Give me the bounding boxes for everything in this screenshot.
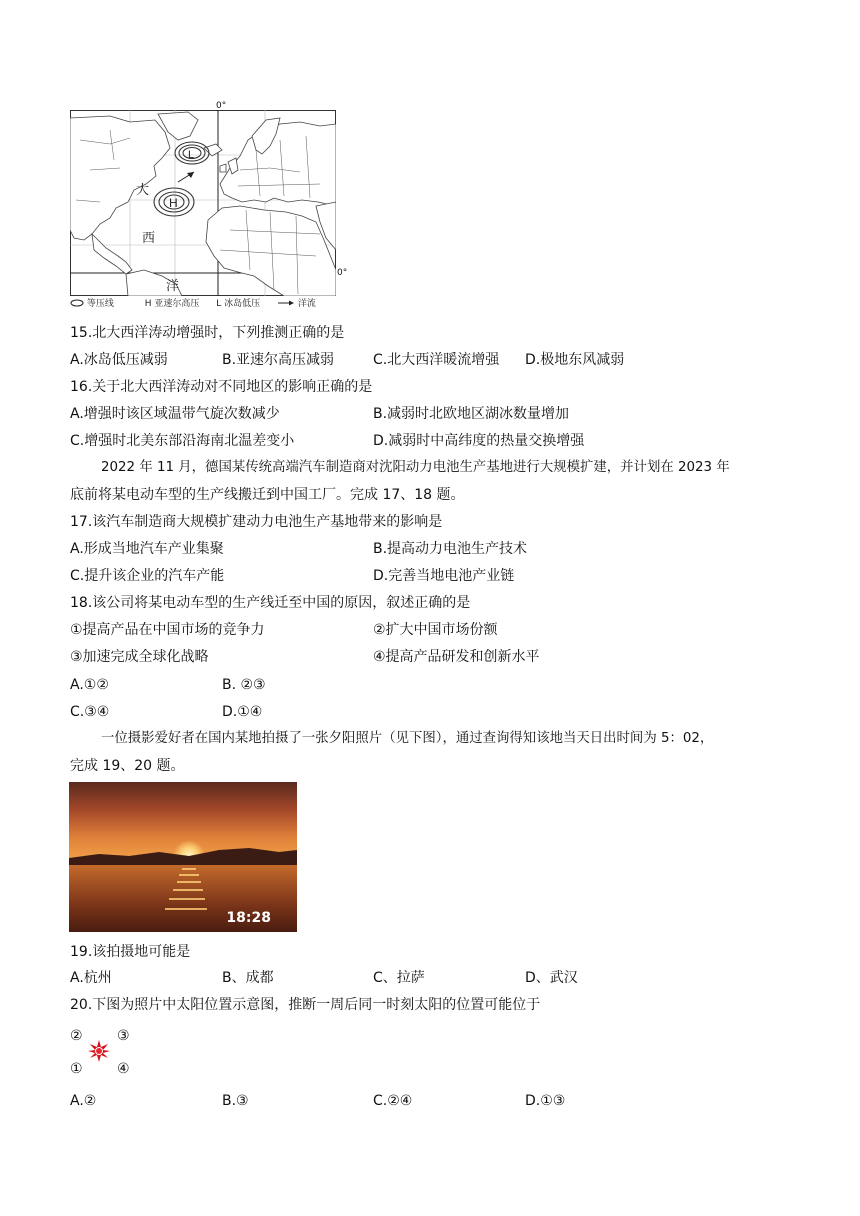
q16-stem: 16.关于北大西洋涛动对不同地区的影响正确的是 (70, 379, 373, 395)
photo-timestamp: 18:28 (226, 910, 271, 926)
isobar-icon (70, 299, 84, 307)
legend-isobar-text: 等压线 (86, 299, 114, 309)
sun-icon (88, 1040, 110, 1062)
passage2-line2: 完成 19、20 题。 (70, 758, 185, 774)
q20-option-b: B.③ (222, 1093, 249, 1109)
passage1-line1: 2022 年 11 月，德国某传统高端汽车制造商对沈阳动力电池生产基地进行大规模扩建，并计划在 2023 年 (101, 460, 730, 475)
q15-option-c: C.北大西洋暖流增强 (373, 352, 500, 368)
q19-option-d: D、武汉 (525, 970, 578, 986)
north-atlantic-map (70, 110, 336, 296)
q20-option-d: D.①③ (525, 1093, 566, 1109)
q17-stem: 17.该汽车制造商大规模扩建动力电池生产基地带来的影响是 (70, 514, 443, 530)
q18-option-d: D.①④ (222, 704, 263, 720)
map-legend (70, 298, 344, 310)
sun-position-4: ④ (117, 1061, 130, 1077)
q20-option-a: A.② (70, 1093, 97, 1109)
q16-option-c: C.增强时北美东部沿海南北温差变小 (70, 433, 295, 449)
arrow-icon (277, 299, 295, 307)
q20-stem: 20.下图为照片中太阳位置示意图，推断一周后同一时刻太阳的位置可能位于 (70, 997, 541, 1013)
legend-current (277, 299, 330, 309)
ocean-label-yang: 洋 (166, 279, 180, 294)
q18-option-a: A.①② (70, 677, 109, 693)
q16-option-d: D.减弱时中高纬度的热量交换增强 (373, 433, 585, 449)
q18-stem: 18.该公司将某电动车型的生产线迁至中国的原因，叙述正确的是 (70, 595, 471, 611)
q19-option-b: B、成都 (222, 970, 274, 986)
legend-low: L 冰岛低压 (216, 299, 261, 309)
sun-position-3: ③ (117, 1028, 130, 1044)
legend-isobar (70, 299, 128, 309)
q18-option-b: B. ②③ (222, 677, 266, 693)
q15-option-b: B.亚速尔高压减弱 (222, 352, 335, 368)
q17-option-c: C.提升该企业的汽车产能 (70, 568, 225, 584)
meridian-label: 0° (216, 101, 227, 111)
sun-position-2: ② (70, 1028, 83, 1044)
q18-item-2: ②扩大中国市场份额 (373, 622, 498, 638)
sun-position-1: ① (70, 1061, 83, 1077)
ocean-label-xi: 西 (142, 231, 156, 246)
equator-label: 0° (337, 268, 348, 278)
q15-stem: 15.北大西洋涛动增强时，下列推测正确的是 (70, 325, 345, 341)
q20-option-c: C.②④ (373, 1093, 413, 1109)
q18-item-3: ③加速完成全球化战略 (70, 649, 209, 665)
q15-option-a: A.冰岛低压减弱 (70, 352, 168, 368)
q16-option-a: A.增强时该区域温带气旋次数减少 (70, 406, 280, 422)
q16-option-b: B.减弱时北欧地区湖冰数量增加 (373, 406, 570, 422)
sunset-photo (69, 782, 297, 932)
high-pressure-label: H (169, 196, 178, 210)
q18-option-c: C.③④ (70, 704, 110, 720)
passage2-line1: 一位摄影爱好者在国内某地拍摄了一张夕阳照片（见下图），通过查询得知该地当天日出时间为 5：02， (101, 731, 714, 746)
q18-item-4: ④提高产品研发和创新水平 (373, 649, 540, 665)
low-pressure-label: L (188, 149, 195, 161)
q19-option-a: A.杭州 (70, 970, 112, 986)
q19-stem: 19.该拍摄地可能是 (70, 944, 191, 960)
q17-option-a: A.形成当地汽车产业集聚 (70, 541, 224, 557)
q17-option-d: D.完善当地电池产业链 (373, 568, 515, 584)
legend-current-text: 洋流 (297, 299, 316, 309)
q15-option-d: D.极地东风减弱 (525, 352, 625, 368)
q19-option-c: C、拉萨 (373, 970, 425, 986)
ocean-label-da: 大 (136, 183, 150, 198)
map-graphic (70, 110, 336, 296)
q18-item-1: ①提高产品在中国市场的竞争力 (70, 622, 265, 638)
legend-high: H 亚速尔高压 (144, 299, 200, 309)
q17-option-b: B.提高动力电池生产技术 (373, 541, 528, 557)
passage1-line2: 底前将某电动车型的生产线搬迁到中国工厂。完成 17、18 题。 (70, 487, 465, 503)
